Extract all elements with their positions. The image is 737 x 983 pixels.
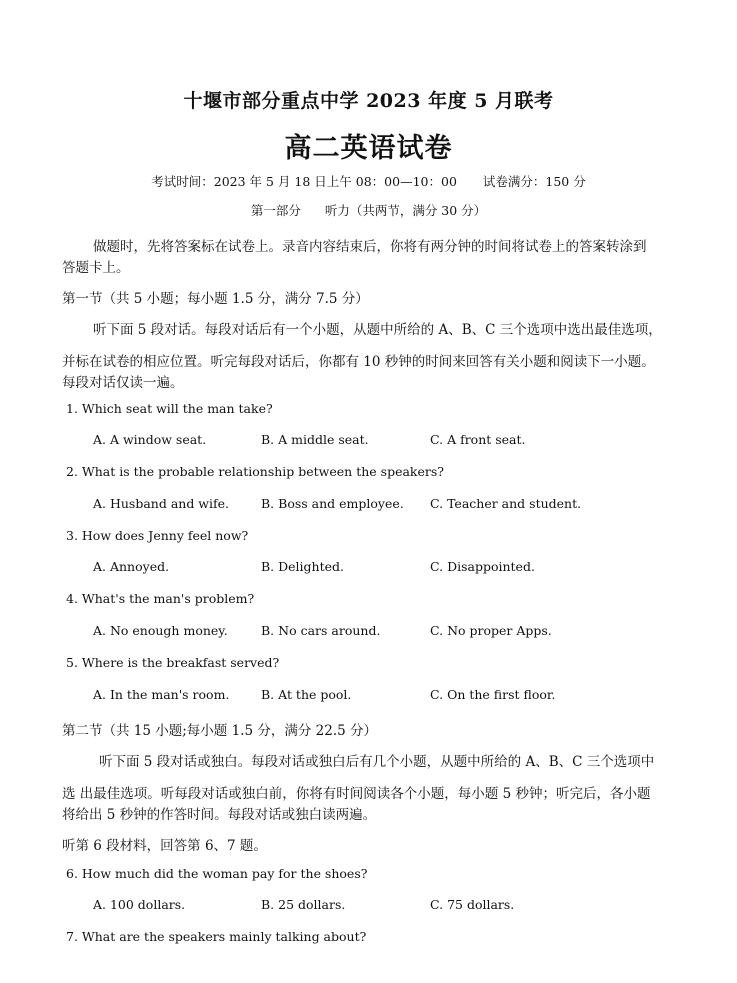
exam-meta — [0, 172, 737, 190]
q3-option-a: A. Annoyed. — [93, 559, 170, 574]
q2-option-a: A. Husband and wife. — [93, 496, 229, 511]
section2-line-2: 选 出最佳选项。听每段对话或独白前，你将有时间阅读各个小题，每小题 5 秒钟；听完后，各小题 — [62, 786, 651, 802]
q4-option-a: A. No enough money. — [93, 623, 228, 638]
question-1: 1. Which seat will the man take? — [66, 401, 273, 416]
question-7: 7. What are the speakers mainly talking about? — [66, 929, 367, 944]
section1-line-2: 并标在试卷的相应位置。听完每段对话后，你都有 10 秒钟的时间来回答有关小题和阅读下一小题。 — [62, 354, 655, 370]
section2-line-3: 将给出 5 秒钟的作答时间。每段对话或独白读两遍。 — [62, 807, 377, 823]
q6-option-c: C. 75 dollars. — [430, 897, 515, 912]
intro-line-1: 做题时，先将答案标在试卷上。录音内容结束后，你将有两分钟的时间将试卷上的答案转涂到 — [93, 239, 647, 255]
subject-title: 高二英语试卷 — [284, 133, 453, 164]
section2-heading: 第二节（共 15 小题;每小题 1.5 分，满分 22.5 分） — [62, 723, 378, 739]
exam-time: 考试时间：2023 年 5 月 18 日上午 08：00—10：00 — [151, 174, 457, 189]
q1-option-a: A. A window seat. — [93, 432, 207, 447]
section1-heading: 第一节（共 5 小题；每小题 1.5 分，满分 7.5 分） — [62, 291, 369, 307]
q1-option-c: C. A front seat. — [430, 432, 526, 447]
q6-option-a: A. 100 dollars. — [93, 897, 186, 912]
q4-option-c: C. No proper Apps. — [430, 623, 552, 638]
q1-option-b: B. A middle seat. — [261, 432, 369, 447]
q3-option-c: C. Disappointed. — [430, 559, 535, 574]
q5-option-c: C. On the first floor. — [430, 687, 556, 702]
q5-option-a: A. In the man's room. — [93, 687, 230, 702]
full-score: 试卷满分：150 分 — [482, 174, 586, 189]
exam-title: 十堰市部分重点中学 2023 年度 5 月联考 — [183, 90, 554, 112]
question-5: 5. Where is the breakfast served? — [66, 655, 280, 670]
part-heading — [0, 201, 737, 219]
section2-line-1: 听下面 5 段对话或独白。每段对话或独白后有几个小题，从题中所给的 A、B、C 三个选项中 — [99, 754, 655, 770]
q2-option-c: C. Teacher and student. — [430, 496, 582, 511]
material-6-instruction: 听第 6 段材料，回答第 6、7 题。 — [62, 838, 267, 854]
q4-option-b: B. No cars around. — [261, 623, 381, 638]
q2-option-b: B. Boss and employee. — [261, 496, 404, 511]
part-title: 听力（共两节，满分 30 分） — [324, 203, 487, 218]
question-3: 3. How does Jenny feel now? — [66, 528, 249, 543]
section1-line-3: 每段对话仅读一遍。 — [62, 375, 184, 391]
question-6: 6. How much did the woman pay for the shoes? — [66, 866, 368, 881]
intro-line-2: 答题卡上。 — [62, 260, 130, 276]
section1-line-1: 听下面 5 段对话。每段对话后有一个小题，从题中所给的 A、B、C 三个选项中选出最佳选项， — [93, 322, 662, 338]
question-4: 4. What's the man's problem? — [66, 591, 255, 606]
question-2: 2. What is the probable relationship between the speakers? — [66, 464, 444, 479]
q5-option-b: B. At the pool. — [261, 687, 352, 702]
q6-option-b: B. 25 dollars. — [261, 897, 346, 912]
q3-option-b: B. Delighted. — [261, 559, 344, 574]
part-label: 第一部分 — [250, 203, 301, 218]
